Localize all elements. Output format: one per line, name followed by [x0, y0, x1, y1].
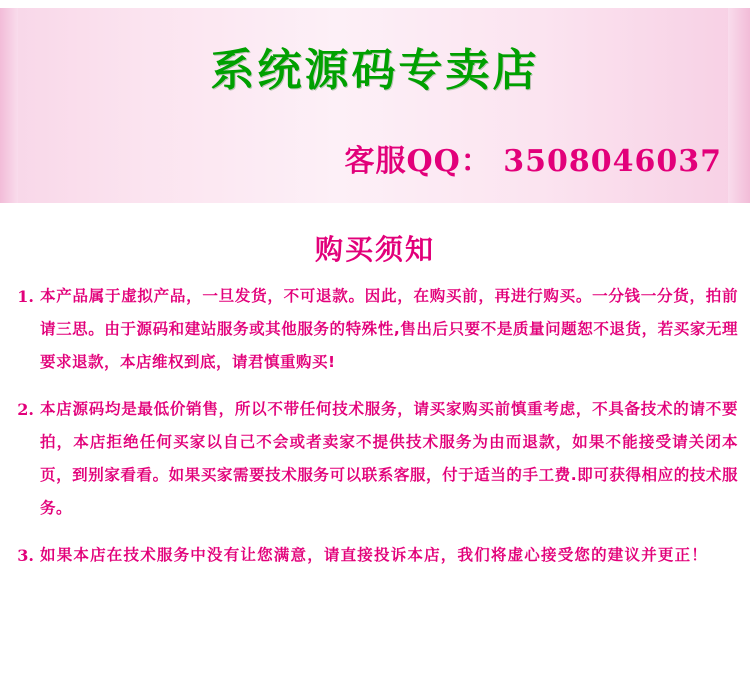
list-item — [12, 280, 738, 379]
list-item — [12, 539, 738, 572]
list-item-number: 3. — [17, 546, 34, 565]
customer-service-qq: 客服QQ： 3508046037 — [344, 144, 722, 179]
list-item-text: 如果本店在技术服务中没有让您满意，请直接投诉本店，我们将虚心接受您的建议并更正！ — [40, 546, 709, 564]
notice-heading: 购买须知 — [314, 233, 435, 266]
list-item-number: 1. — [17, 287, 34, 306]
list-item — [12, 393, 738, 525]
list-item-number: 2. — [17, 400, 34, 419]
shop-title: 系统源码专卖店 — [210, 45, 540, 96]
list-item-text: 本店源码均是最低价销售，所以不带任何技术服务，请买家购买前慎重考虑，不具备技术的请不要拍，本店拒绝任何买家以自己不会或者卖家不提供技术服务为由而退款，如果不能接受请关闭本页，到别家看看。如果买家需要技术服务可以联系客服，付于适当的手工费.即可获得相应的技术服务。 — [40, 400, 738, 517]
notice-list — [12, 280, 738, 586]
list-item-text: 本产品属于虚拟产品，一旦发货，不可退款。因此，在购买前，再进行购买。一分钱一分货，拍前请三思。由于源码和建站服务或其他服务的特殊性,售出后只要不是质量问题恕不退货，若买家无理要求退款，本店维权到底，请君慎重购买! — [40, 287, 738, 371]
